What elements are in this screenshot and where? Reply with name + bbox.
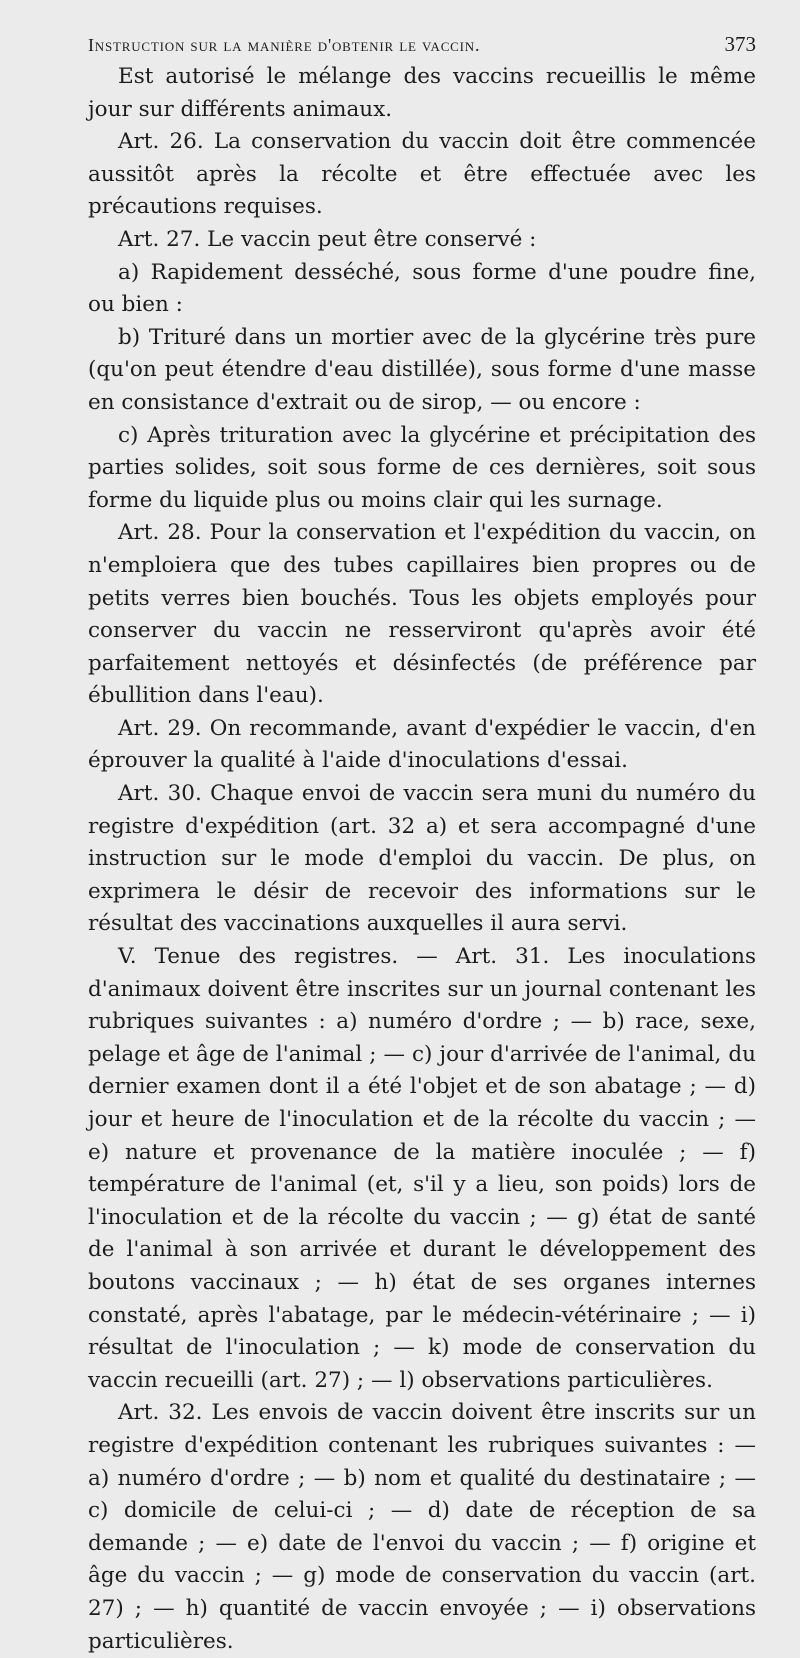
paragraph: V. Tenue des registres. — Art. 31. Les inoculations d'animaux doivent être inscrites sur un journal contenant les rubriques suivantes : a) numéro d'ordre ; — b) race, sexe, pelage et âge de l'animal ; — c) jour d'arrivée de l'animal, du dernier examen dont il a été l'objet et de son abatage ; — d) jour et heure de l'inoculation et de la récolte du vaccin ; — e) nature et provenance de la matière inoculée ; — f) température de l'animal (et, s'il y a lieu, son poids) lors de l'inoculation et de la récolte du vaccin ; — g) état de santé de l'animal à son arrivée et durant le développement des boutons vaccinaux ; — h) état de ses organes internes constaté, après l'abatage, par le médecin-vétérinaire ; — i) résultat de l'inoculation ; — k) mode de conservation du vaccin recueilli (art. 27) ; — l) observations particulières.: [88, 944, 756, 1393]
paragraph: b) Trituré dans un mortier avec de la glycérine très pure (qu'on peut étendre d'eau distillée), sous forme d'une masse en consistance d'extrait ou de sirop, — ou encore :: [88, 324, 756, 415]
paragraph: Art. 32. Les envois de vaccin doivent être inscrits sur un registre d'expédition contenant les rubriques suivantes : — a) numéro d'ordre ; — b) nom et qualité du destinataire ; — c) domicile de celui-ci ; — d) date de réception de sa demande ; — e) date de l'envoi du vaccin ; — f) origine et âge du vaccin ; — g) mode de conservation du vaccin (art. 27) ; — h) quantité de vaccin envoyée ; — i) observations particulières.: [88, 1400, 756, 1654]
paragraph: Art. 26. La conservation du vaccin doit être commencée aussitôt après la récolte et être effectuée avec les précautions requises.: [88, 129, 756, 220]
running-head: [88, 32, 756, 57]
paragraph: c) Après trituration avec la glycérine et précipitation des parties solides, soit sous forme de ces dernières, soit sous forme du liquide plus ou moins clair qui les surnage.: [88, 422, 756, 513]
paragraph: Art. 29. On recommande, avant d'expédier le vaccin, d'en éprouver la qualité à l'aide d'inoculations d'essai.: [88, 715, 756, 774]
paragraph: Est autorisé le mélange des vaccins recueillis le même jour sur différents animaux.: [88, 64, 756, 122]
body-text: [88, 61, 756, 1658]
paragraph: Art. 28. Pour la conservation et l'expédition du vaccin, on n'emploiera que des tubes capillaires bien propres ou de petits verres bien bouchés. Tous les objets employés pour conserver du vaccin ne resserviront qu'après avoir été parfaitement nettoyés et désinfectés (de préférence par ébullition dans l'eau).: [88, 520, 756, 709]
running-head-title: Instruction sur la manière d'obtenir le vaccin.: [88, 35, 481, 55]
page-number: 373: [724, 32, 756, 56]
paragraph: a) Rapidement desséché, sous forme d'une poudre fine, ou bien :: [88, 259, 756, 318]
paragraph: Art. 30. Chaque envoi de vaccin sera muni du numéro du registre d'expédition (art. 32 a) et sera accompagné d'une instruction sur le mode d'emploi du vaccin. De plus, on exprimera le désir de recevoir des informations sur le résultat des vaccinations auxquelles il aura servi.: [88, 781, 756, 937]
paragraph: Art. 27. Le vaccin peut être conservé :: [118, 226, 537, 252]
